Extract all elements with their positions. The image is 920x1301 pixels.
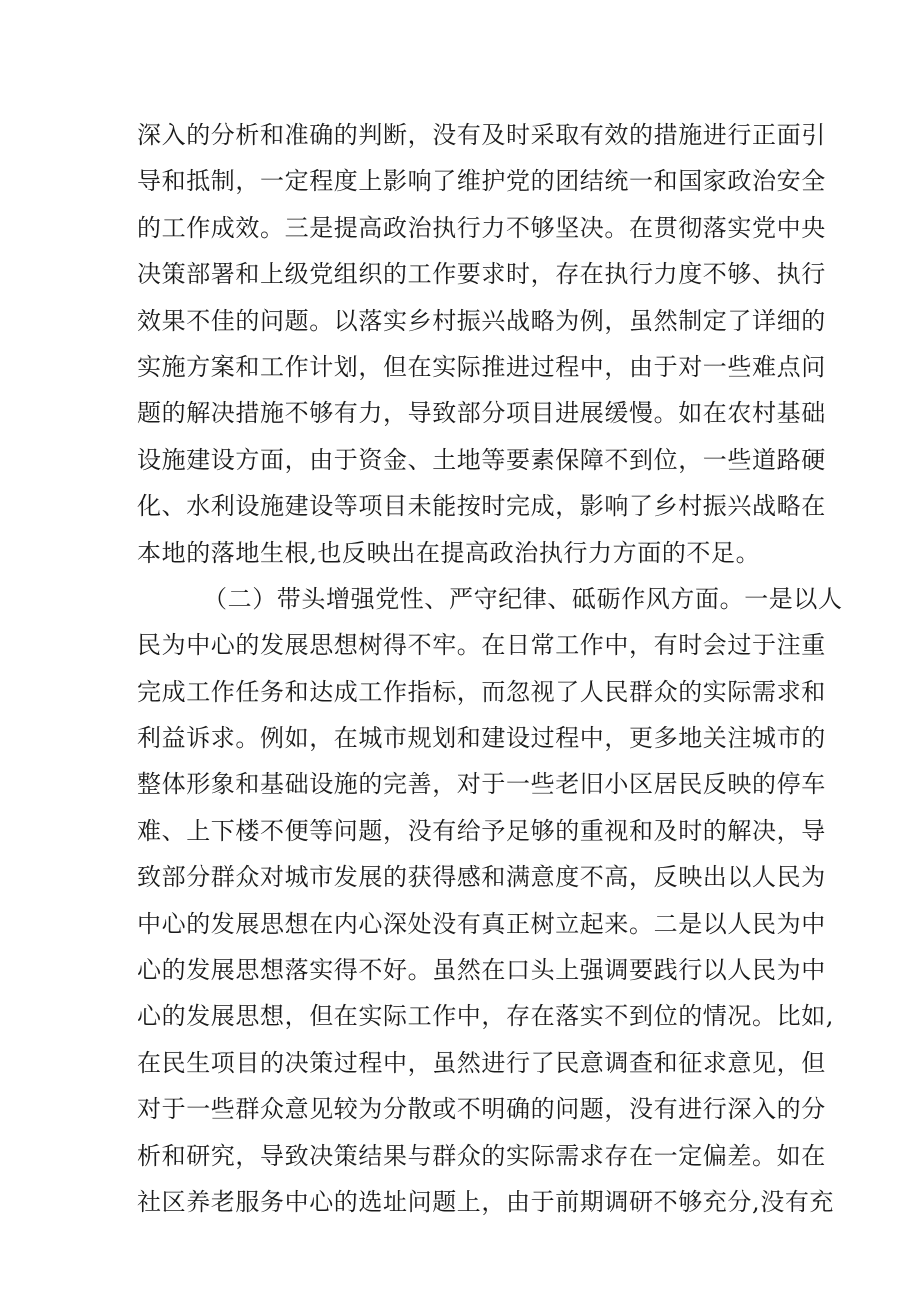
text-line: 对于一些群众意见较为分散或不明确的问题，没有进行深入的分 <box>137 1095 826 1124</box>
text-line: 导和抵制，一定程度上影响了维护党的团结统一和国家政治安全 <box>137 167 826 196</box>
text-line: 难、上下楼不便等问题，没有给予足够的重视和及时的解决，导 <box>137 816 826 845</box>
text-line: 题的解决措施不够有力，导致部分项目进展缓慢。如在农村基础 <box>137 399 826 428</box>
text-line: 利益诉求。例如，在城市规划和建设过程中，更多地关注城市的 <box>137 724 826 753</box>
text-line: 的工作成效。三是提高政治执行力不够坚决。在贯彻落实党中央 <box>137 213 826 242</box>
text-line: 中心的发展思想在内心深处没有真正树立起来。二是以人民为中 <box>137 909 826 938</box>
text-line: 民为中心的发展思想树得不牢。在日常工作中，有时会过于注重 <box>137 631 826 660</box>
text-line: 社区养老服务中心的选址问题上，由于前期调研不够充分,没有充 <box>137 1187 835 1216</box>
text-line: 决策部署和上级党组织的工作要求时，存在执行力度不够、执行 <box>137 260 826 289</box>
body-text <box>137 112 843 1225</box>
text-line: 整体形象和基础设施的完善，对于一些老旧小区居民反映的停车 <box>137 770 826 799</box>
text-line: 致部分群众对城市发展的获得感和满意度不高，反映出以人民为 <box>137 863 826 892</box>
text-line: 深入的分析和准确的判断，没有及时采取有效的措施进行正面引 <box>137 121 826 149</box>
text-line: 化、水利设施建设等项目未能按时完成，影响了乡村振兴战略在 <box>137 492 826 521</box>
text-line: 心的发展思想落实得不好。虽然在口头上强调要践行以人民为中 <box>137 956 826 985</box>
section-heading-line: （二）带头增强党性、严守纪律、砥砺作风方面。一是以人 <box>203 584 843 613</box>
text-line: 完成工作任务和达成工作指标，而忽视了人民群众的实际需求和 <box>137 677 826 706</box>
text-line: 析和研究，导致决策结果与群众的实际需求存在一定偏差。如在 <box>137 1141 826 1170</box>
text-line: 实施方案和工作计划，但在实际推进过程中，由于对一些难点问 <box>137 352 826 381</box>
text-line: 在民生项目的决策过程中，虽然进行了民意调查和征求意见，但 <box>137 1048 826 1077</box>
text-line: 设施建设方面，由于资金、土地等要素保障不到位，一些道路硬 <box>137 445 826 474</box>
text-line: 效果不佳的问题。以落实乡村振兴战略为例，虽然制定了详细的 <box>137 306 826 335</box>
text-line: 本地的落地生根,也反映出在提高政治执行力方面的不足。 <box>137 538 761 567</box>
text-line: 心的发展思想，但在实际工作中，存在落实不到位的情况。比如, <box>137 1002 835 1031</box>
